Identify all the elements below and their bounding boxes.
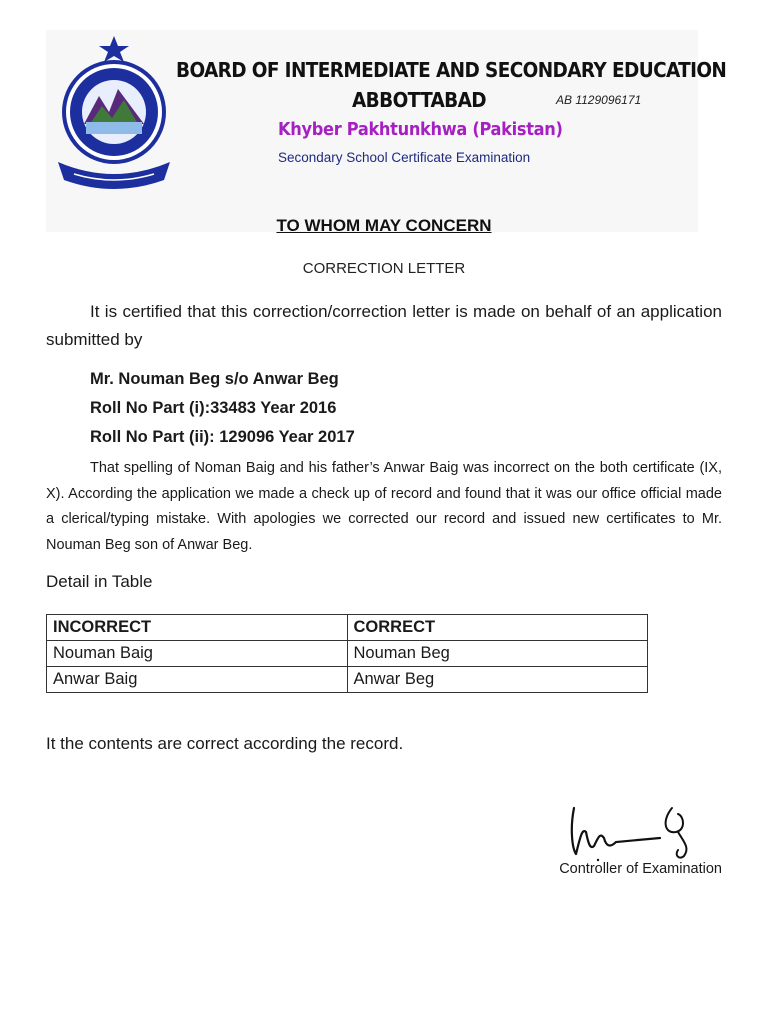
board-code: AB 1129096171 (556, 93, 642, 107)
table-row (47, 667, 648, 693)
closing-statement: It the contents are correct according the record. (46, 734, 404, 753)
table-cell: Anwar Beg (347, 667, 648, 693)
table-cell: Nouman Baig (47, 641, 348, 667)
board-name: BOARD OF INTERMEDIATE AND SECONDARY EDUCATION (176, 58, 727, 82)
board-seal-icon (54, 34, 174, 194)
signature-icon (560, 798, 720, 864)
table-cell: Nouman Beg (347, 641, 648, 667)
roll-part-1: Roll No Part (i):33483 Year 2016 (90, 399, 337, 417)
header-incorrect: INCORRECT (47, 615, 348, 641)
roll-part-2: Roll No Part (ii): 129096 Year 2017 (90, 428, 355, 446)
body-paragraph: That spelling of Noman Baig and his father’s Anwar Baig was incorrect on the both certificate (IX, X). According the application we made a check up of record and found that it was our office official made a clerical/typing mistake. With apologies we corrected our record and issued new certificates to Mr. Nouman Beg son of Anwar Beg. (46, 460, 722, 553)
header-correct: CORRECT (347, 615, 648, 641)
exam-title: Secondary School Certificate Examination (278, 150, 531, 165)
letter-heading: TO WHOM MAY CONCERN (276, 216, 492, 235)
board-city: ABBOTTABAD (352, 88, 487, 112)
signatory-title: Controller of Examination (559, 861, 722, 877)
letterhead (46, 30, 727, 232)
intro-paragraph: It is certified that this correction/correction letter is made on behalf of an application submitted by (46, 302, 722, 349)
board-province: Khyber Pakhtunkhwa (Pakistan) (278, 119, 563, 140)
applicant-line: Mr. Nouman Beg s/o Anwar Beg (90, 370, 339, 388)
letter-subheading: CORRECTION LETTER (302, 260, 466, 277)
table-title: Detail in Table (46, 572, 153, 591)
table-header-row (47, 615, 648, 641)
table-cell: Anwar Baig (47, 667, 348, 693)
table-row (47, 641, 648, 667)
correction-table (46, 614, 648, 693)
